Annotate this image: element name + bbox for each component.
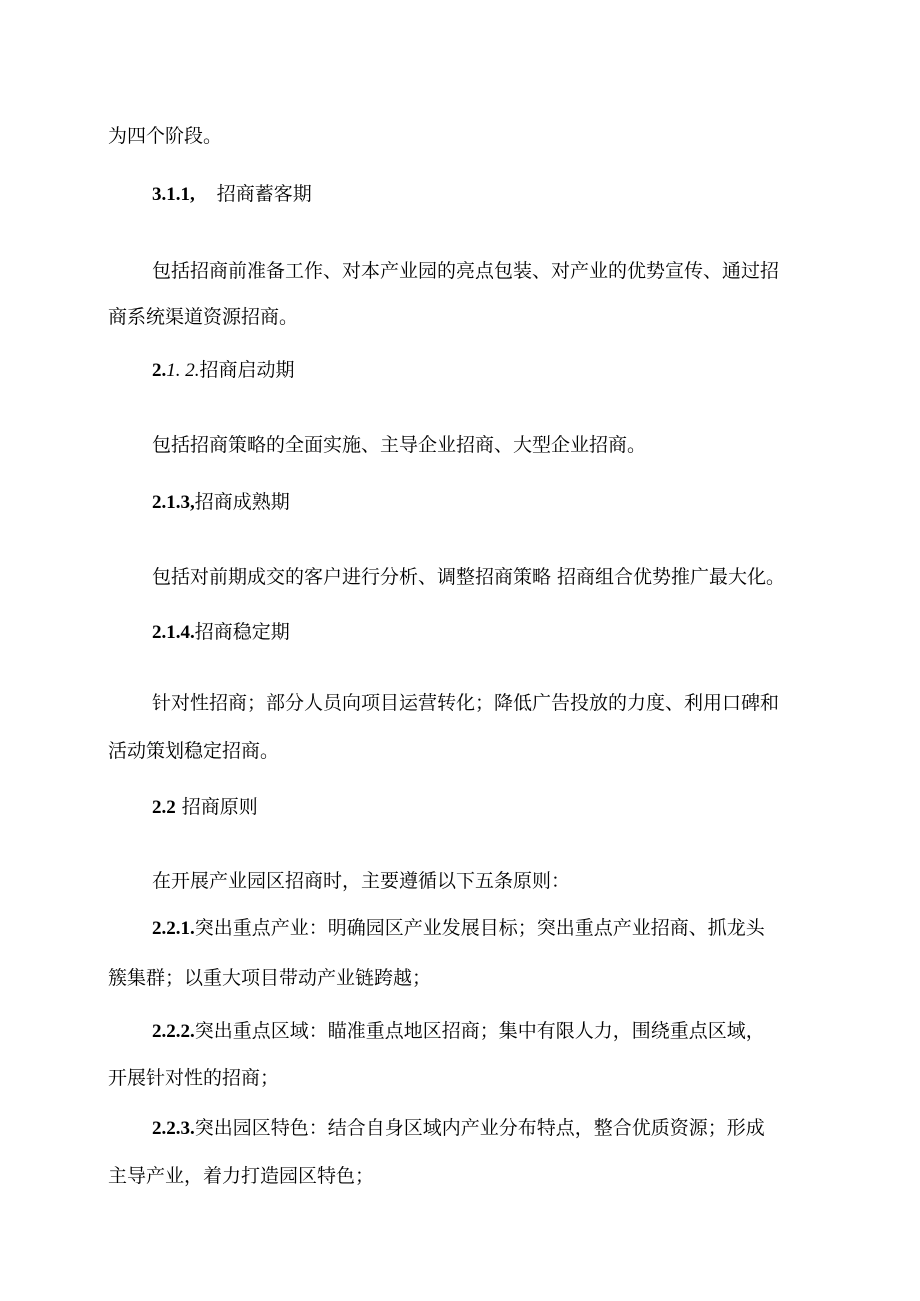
heading-title: 招商稳定期 xyxy=(194,621,290,643)
heading-number: 2.1.4. xyxy=(152,622,195,643)
paragraph-line xyxy=(152,565,785,589)
item-text: 突出园区特色：结合自身区域内产业分布特点，整合优质资源；形成 xyxy=(194,1117,765,1139)
paragraph-line xyxy=(108,739,279,763)
paragraph-text: 包括招商前准备工作、对本产业园的亮点包装、对产业的优势宣传、通过招 xyxy=(152,260,780,282)
paragraph-line xyxy=(108,1164,374,1188)
heading-title: 招商蓄客期 xyxy=(216,183,312,205)
list-item-2-2-3 xyxy=(152,1116,765,1141)
text-line xyxy=(108,124,222,148)
paragraph-text: 为四个阶段。 xyxy=(108,125,223,147)
paragraph-line xyxy=(152,691,779,715)
paragraph-text: 包括招商策略的全面实施、主导企业招商、大型企业招商。 xyxy=(152,434,647,456)
paragraph-text: 主导产业，着力打造园区特色； xyxy=(108,1165,375,1187)
heading-number: 3.1.1, xyxy=(152,184,195,205)
paragraph-line xyxy=(108,305,298,329)
heading-number: 2.1.3, xyxy=(152,492,195,513)
paragraph-text: 针对性招商；部分人员向项目运营转化；降低广告投放的力度、利用口碑和 xyxy=(152,692,780,714)
heading-title: 招商原则 xyxy=(181,796,258,818)
heading-number-italic: 1. 2. xyxy=(166,360,200,381)
paragraph-text: 商系统渠道资源招商。 xyxy=(108,306,299,328)
section-heading-2-1-3 xyxy=(152,490,290,515)
paragraph-text: 在开展产业园区招商时，主要遵循以下五条原则： xyxy=(152,870,571,892)
paragraph-line xyxy=(152,869,570,893)
item-number: 2.2.3. xyxy=(152,1118,195,1139)
heading-number: 2.2 xyxy=(152,797,176,818)
paragraph-text: 开展针对性的招商； xyxy=(108,1067,280,1089)
paragraph-text: 包括对前期成交的客户进行分析、调整招商策略 招商组合优势推广最大化。 xyxy=(152,566,786,588)
paragraph-line xyxy=(108,966,431,990)
section-heading-2-1-4 xyxy=(152,620,290,645)
section-heading-2-2 xyxy=(152,795,258,820)
section-heading-2-1-2 xyxy=(152,358,295,383)
paragraph-text: 活动策划稳定招商。 xyxy=(108,740,280,762)
paragraph-line xyxy=(152,433,646,457)
paragraph-text: 簇集群；以重大项目带动产业链跨越； xyxy=(108,967,432,989)
item-text: 突出重点产业：明确园区产业发展目标；突出重点产业招商、抓龙头 xyxy=(194,917,765,939)
section-heading-3-1-1 xyxy=(152,182,312,207)
item-number: 2.2.2. xyxy=(152,1021,195,1042)
paragraph-line xyxy=(152,259,779,283)
list-item-2-2-1 xyxy=(152,916,765,941)
heading-title: 招商启动期 xyxy=(199,359,295,381)
item-number: 2.2.1. xyxy=(152,918,195,939)
list-item-2-2-2 xyxy=(152,1019,765,1044)
item-text: 突出重点区域：瞄准重点地区招商；集中有限人力，围绕重点区域， xyxy=(194,1020,765,1042)
heading-number: 2. xyxy=(152,360,167,381)
paragraph-line xyxy=(108,1066,279,1090)
heading-title: 招商成熟期 xyxy=(194,491,290,513)
